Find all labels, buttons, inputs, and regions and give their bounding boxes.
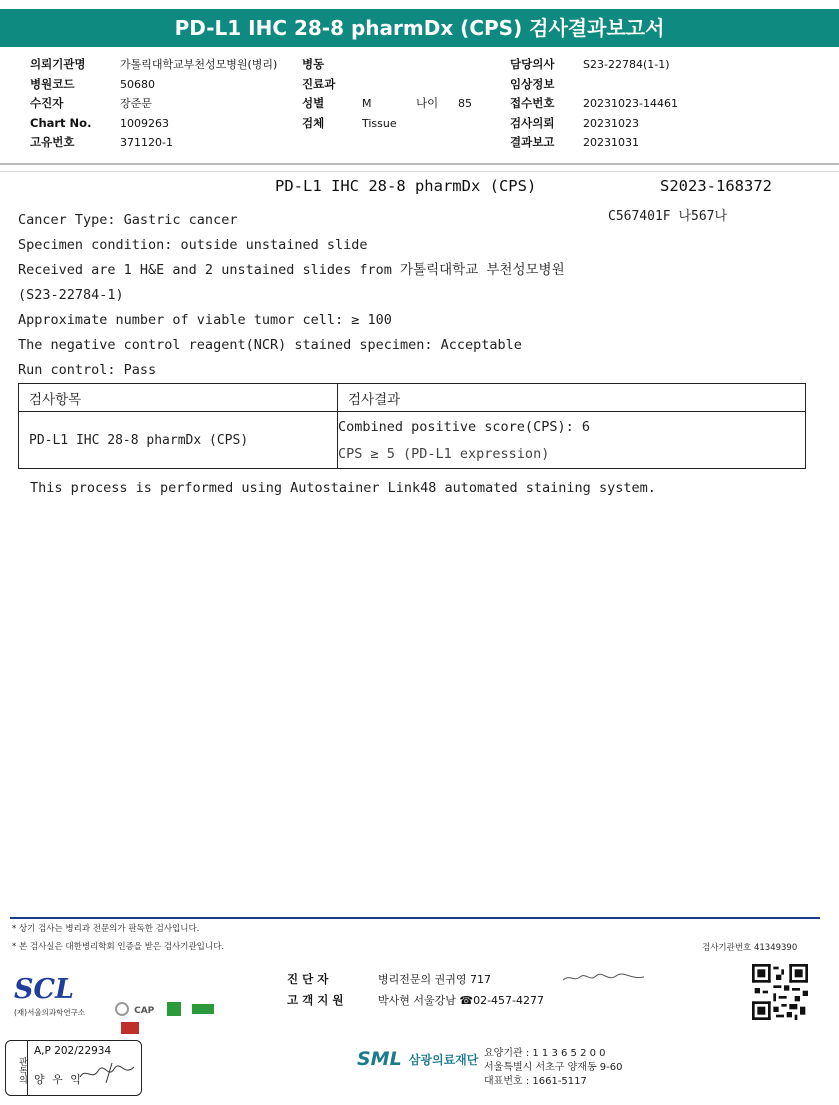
info-label: Chart No.	[30, 115, 92, 130]
report-line: Received are 1 H&E and 2 unstained slides from 가톨릭대학교 부천성모병원	[18, 262, 565, 278]
info-label: 접수번호	[510, 96, 555, 110]
info-col3-labels	[510, 55, 580, 153]
customer-support-value: 박사현 서울강남 ☎02-457-4277	[378, 994, 545, 1007]
info-label: 결과보고	[510, 135, 555, 149]
footer-labels	[287, 969, 343, 1011]
info-value	[583, 75, 783, 95]
info-value: 371120-1	[120, 136, 173, 149]
age-value: 85	[458, 97, 472, 110]
pathologist-stamp	[5, 1040, 142, 1096]
yoyang-number: 요양기관 : 1 1 3 6 5 2 0 0	[484, 1048, 606, 1059]
cap-seal-icon	[115, 1002, 129, 1016]
qr-code-icon	[752, 964, 808, 1020]
customer-support-label: 고 객 지 원	[287, 993, 344, 1007]
report-reference: C567401F 나567나	[608, 209, 728, 224]
stamp-line-2: 양 우 익	[34, 1073, 83, 1086]
certification-mark-icon	[192, 1004, 214, 1014]
sml-logo-text: SML	[357, 1048, 402, 1070]
info-value: 가톨릭대학교부천성모병원(병리)	[120, 58, 278, 71]
report-body	[18, 208, 565, 383]
info-value: Tissue	[362, 116, 397, 130]
info-value	[362, 55, 422, 75]
report-line: Cancer Type: Gastric cancer	[18, 212, 238, 228]
info-value: 20231023-14461	[583, 97, 678, 110]
table-header-result: 검사결과	[338, 384, 806, 412]
info-label: 수진자	[30, 96, 64, 110]
stamp-side-label: 판독의	[6, 1041, 28, 1095]
info-value: 20231023	[583, 116, 639, 130]
info-label: 검사의뢰	[510, 115, 555, 130]
report-line: The negative control reagent(NCR) stained specimen: Acceptable	[18, 337, 522, 353]
info-col2-values	[362, 55, 422, 133]
signature-icon	[560, 970, 650, 986]
info-col2-labels	[302, 55, 362, 133]
info-value: 50680	[120, 77, 155, 91]
sml-logo	[357, 1048, 478, 1084]
table-header-item: 검사항목	[19, 384, 338, 412]
info-col3-values	[583, 55, 783, 153]
report-line: Approximate number of viable tumor cell: ≥ 100	[18, 312, 392, 328]
report-line: Run control: Pass	[18, 362, 157, 378]
table-cell-result	[338, 412, 806, 469]
info-value: S23-22784(1-1)	[583, 58, 670, 71]
info-value	[362, 75, 422, 95]
cap-logo: CAP	[134, 1006, 155, 1016]
info-label: 담당의사	[510, 57, 555, 71]
sml-foundation-name: 삼광의료재단	[408, 1052, 479, 1067]
report-title: PD-L1 IHC 28-8 pharmDx (CPS)	[275, 177, 537, 195]
diagnoser-label: 진 단 자	[287, 972, 329, 986]
report-line: (S23-22784-1)	[18, 287, 124, 303]
divider	[0, 171, 839, 172]
sml-contact	[484, 1047, 623, 1089]
institution-number: 검사기관번호 41349390	[702, 943, 798, 953]
certification-mark-icon	[167, 1002, 181, 1016]
footer-note-1: * 상기 검사는 병리과 전문의가 판독한 검사입니다.	[12, 924, 200, 934]
info-value: M	[362, 97, 372, 110]
result-cps-expression: CPS ≥ 5 (PD-L1 expression)	[338, 446, 550, 462]
scl-institute-name: (재)서울의과학연구소	[14, 1008, 86, 1017]
scl-logo	[14, 975, 114, 1021]
accreditation-logos	[115, 998, 235, 1020]
stamp-line-1: A,P 202/22934	[34, 1045, 112, 1057]
scl-logo-text: SCL	[14, 974, 74, 1005]
table-header-row	[19, 384, 806, 412]
report-header-title: PD-L1 IHC 28-8 pharmDx (CPS) 검사결과보고서	[0, 9, 839, 47]
footer-divider	[10, 917, 820, 919]
footer-note-2: * 본 검사실은 대한병리학회 인증을 받은 검사기관입니다.	[12, 942, 225, 952]
info-value: 장준문	[120, 97, 152, 110]
footer-values	[378, 969, 544, 1011]
stamp-signature-icon	[78, 1059, 138, 1087]
diagnoser-value: 병리전문의 권귀영 717	[378, 973, 491, 986]
info-label: 병동	[302, 57, 325, 71]
certification-mark-icon	[121, 1022, 139, 1034]
table-row	[19, 412, 806, 469]
divider	[0, 163, 839, 165]
info-label: 고유번호	[30, 135, 75, 149]
table-cell-item: PD-L1 IHC 28-8 pharmDx (CPS)	[19, 412, 338, 469]
sml-address: 서울특별시 서초구 양재동 9-60	[484, 1062, 623, 1073]
info-label: 병원코드	[30, 76, 75, 91]
info-label: 성별	[302, 96, 325, 110]
report-line: Specimen condition: outside unstained slide	[18, 237, 368, 253]
info-label: 검체	[302, 115, 325, 130]
info-col1-values	[120, 55, 305, 153]
info-label: 임상정보	[510, 76, 555, 91]
age-label: 나이	[416, 96, 439, 110]
result-table	[18, 383, 806, 469]
process-note: This process is performed using Autostainer Link48 automated staining system.	[30, 480, 656, 496]
info-value: 20231031	[583, 136, 639, 149]
info-col1-labels	[30, 55, 120, 153]
info-label: 의뢰기관명	[30, 57, 86, 71]
info-label: 진료과	[302, 76, 336, 91]
sml-phone: 대표번호 : 1661-5117	[484, 1076, 587, 1087]
report-number: S2023-168372	[660, 177, 772, 195]
info-value: 1009263	[120, 116, 169, 130]
result-cps-score: Combined positive score(CPS): 6	[338, 419, 590, 435]
